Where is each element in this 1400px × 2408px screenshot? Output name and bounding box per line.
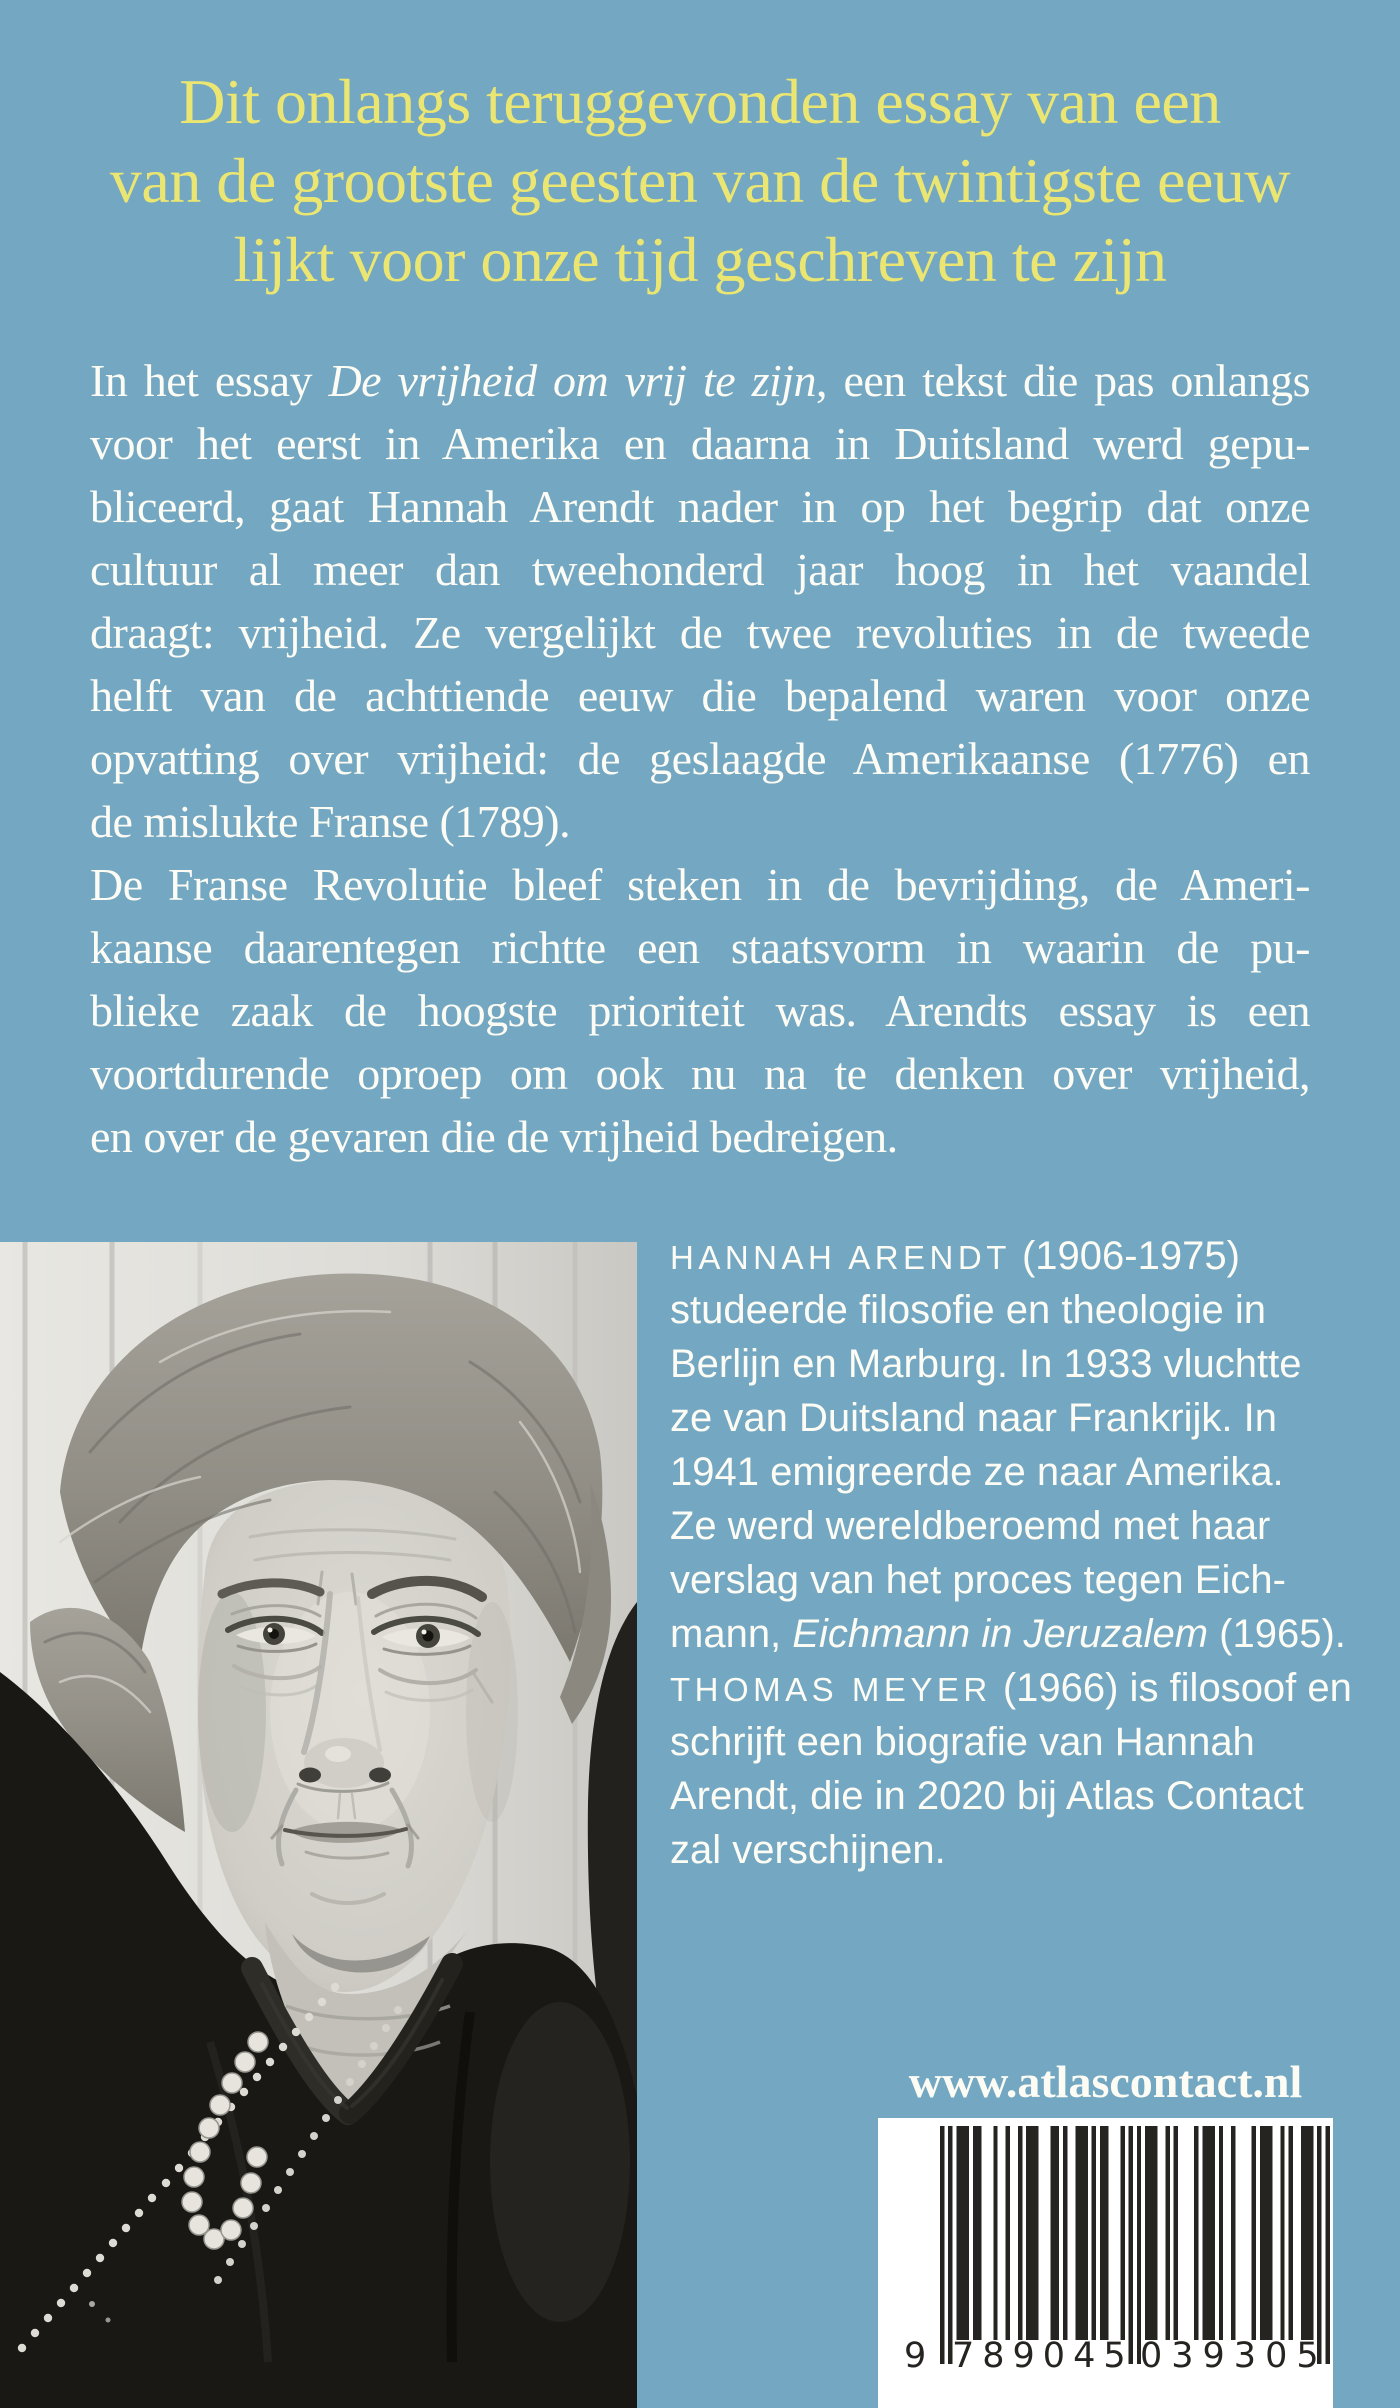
biographer-name-caps: THOMAS MEYER (670, 1671, 992, 1708)
bio-text: (1966) is filosoof en (991, 1666, 1352, 1710)
bio-line: schrijft een biografie van Hannah (670, 1720, 1255, 1764)
bio-text: (1906-1975) (1010, 1234, 1240, 1278)
headline-line-1: Dit onlangs teruggevonden essay van een (179, 66, 1221, 137)
synopsis-line: kaanse daarentegen richtte een staatsvorm in waarin de pu- (90, 922, 1310, 973)
synopsis-line: voortdurende oproep om ook nu na te denken over vrijheid, (90, 1048, 1310, 1099)
hannah-arendt-portrait (0, 1242, 637, 2408)
author-bio (670, 1229, 1350, 1877)
synopsis-line: cultuur al meer dan tweehonderd jaar hoog in het vaandel (90, 544, 1310, 595)
barcode-digits-left: 789045 (952, 2336, 1134, 2376)
bio-line: Berlijn en Marburg. In 1933 vluchtte (670, 1342, 1302, 1386)
barcode-panel (878, 2118, 1333, 2408)
barcode-digit-lead: 9 (904, 2336, 927, 2376)
barcode-digits (878, 2336, 1333, 2386)
synopsis (90, 349, 1310, 1168)
bio-line: Ze werd wereldberoemd met haar (670, 1504, 1271, 1548)
book-title-eichmann: Eichmann in Jeruzalem (792, 1612, 1209, 1656)
bio-line (670, 1229, 1350, 1283)
bio-line: 1941 emigreerde ze naar Amerika. (670, 1450, 1284, 1494)
bio-line: Arendt, die in 2020 bij Atlas Contact (670, 1774, 1304, 1818)
synopsis-line: blieke zaak de hoogste prioriteit was. Arendts essay is een (90, 985, 1310, 1036)
synopsis-line: de mislukte Franse (1789). (90, 796, 571, 847)
headline-line-3: lijkt voor onze tijd geschreven te zijn (233, 224, 1167, 295)
bio-line: verslag van het proces tegen Eich- (670, 1558, 1286, 1602)
publisher-website: www.atlascontact.nl (908, 2056, 1303, 2107)
bio-text: mann, (670, 1612, 793, 1656)
portrait-photo (0, 1242, 637, 2408)
headline-line-2: van de grootste geesten van de twintigste eeuw (109, 145, 1291, 216)
synopsis-line: en over de gevaren die de vrijheid bedreigen. (90, 1111, 898, 1162)
synopsis-line: draagt: vrijheid. Ze vergelijkt de twee revoluties in de tweede (90, 607, 1310, 658)
synopsis-line: voor het eerst in Amerika en daarna in Duitsland werd gepu- (90, 418, 1310, 469)
headline (0, 62, 1400, 299)
bio-line (670, 1607, 1350, 1661)
barcode-digits-right: 039305 (1140, 2336, 1328, 2376)
bio-line: zal verschijnen. (670, 1828, 946, 1872)
bio-line: ze van Duitsland naar Frankrijk. In (670, 1396, 1277, 1440)
bio-line: studeerde filosofie en theologie in (670, 1288, 1266, 1332)
bio-line (670, 1661, 1350, 1715)
synopsis-line: De Franse Revolutie bleef steken in de bevrijding, de Ameri- (90, 859, 1310, 910)
barcode-bars (940, 2126, 1330, 2364)
author-name-caps: HANNAH ARENDT (670, 1239, 1011, 1276)
synopsis-text: , een tekst die pas onlangs (816, 355, 1311, 406)
synopsis-line (90, 349, 1310, 412)
synopsis-line: opvatting over vrijheid: de geslaagde Amerikaanse (1776) en (90, 733, 1310, 784)
synopsis-line: bliceerd, gaat Hannah Arendt nader in op het begrip dat onze (90, 481, 1310, 532)
book-title-italic: De vrijheid om vrij te zijn (328, 355, 817, 406)
bio-text: (1965). (1208, 1612, 1346, 1656)
synopsis-text: In het essay (90, 355, 329, 406)
synopsis-line: helft van de achttiende eeuw die bepalend waren voor onze (90, 670, 1310, 721)
